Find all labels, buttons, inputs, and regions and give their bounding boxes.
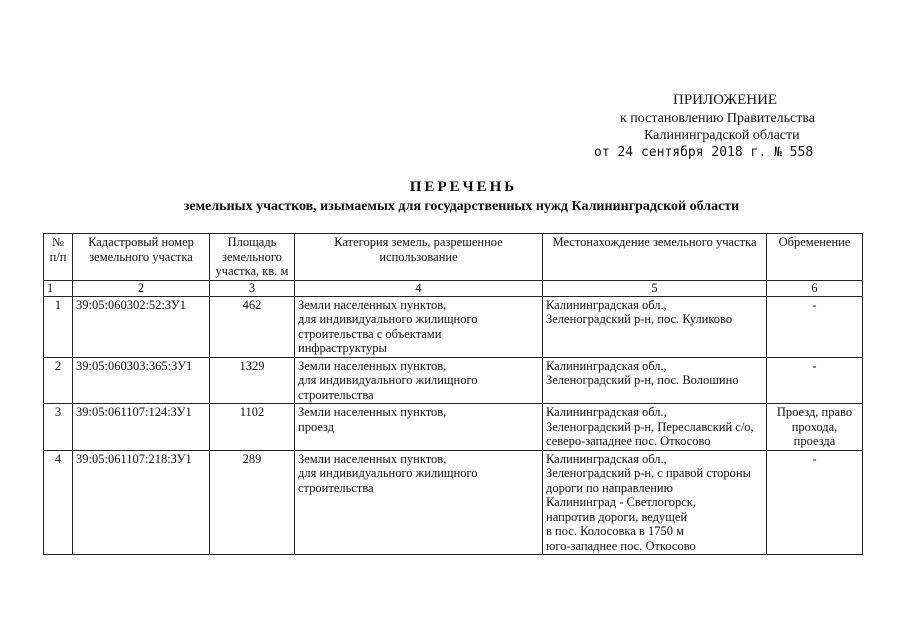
encumbrance: [767, 357, 863, 404]
land-plots-table: [43, 233, 863, 555]
plot-location-line: северо-западнее пос. Откосово: [546, 434, 711, 448]
table-row: [44, 296, 863, 357]
land-category-line: инфраструктуры: [298, 341, 387, 355]
table-row: [44, 450, 863, 555]
encumbrance-line: -: [812, 358, 817, 373]
table-header-row: [44, 234, 863, 281]
index-cell: 3: [210, 280, 295, 296]
row-number: 1: [44, 296, 73, 357]
plot-location: [543, 450, 767, 555]
plot-location-line: Калининградская обл.,: [546, 297, 667, 312]
plot-location: [543, 404, 767, 451]
index-cell: 4: [295, 280, 543, 296]
land-category: [295, 450, 543, 555]
plot-location-line: Зеленоградский р-н, пос. Куликово: [546, 312, 733, 326]
appendix-heading: ПРИЛОЖЕНИЕ: [673, 92, 778, 108]
land-category-line: для индивидуального жилищного: [298, 312, 478, 326]
header-category: Категория земель, разрешенное использование: [295, 234, 543, 281]
appendix-region-line: Калининградской области: [644, 128, 800, 143]
plot-location: [543, 357, 767, 404]
cadastral-number: 39:05:060302:52:ЗУ1: [73, 296, 210, 357]
index-cell: 5: [543, 280, 767, 296]
land-category-line: Земли населенных пунктов,: [298, 405, 447, 419]
plot-location-line: юго-западнее пос. Откосово: [546, 538, 696, 553]
plot-area: 289: [210, 450, 295, 555]
plot-location: [543, 296, 767, 357]
plot-location-line: Зеленоградский р-н, пос. Волошино: [546, 373, 739, 387]
index-cell: 2: [73, 280, 210, 296]
land-category: [295, 296, 543, 357]
plot-location-line: Калининградская обл.,: [546, 405, 667, 419]
cadastral-number: 39:05:061107:218:ЗУ1: [73, 450, 210, 555]
header-area: Площадь земельного участка, кв. м: [210, 234, 295, 281]
land-category-line: проезд: [298, 419, 335, 434]
appendix-header: [0, 0, 905, 170]
land-category-line: для индивидуального жилищного: [298, 373, 478, 387]
land-category-line: строительства: [298, 387, 374, 402]
land-category-line: Земли населенных пунктов,: [298, 297, 447, 312]
table-row: [44, 404, 863, 451]
cadastral-number: 39:05:061107:124:ЗУ1: [73, 404, 210, 451]
land-category-line: Земли населенных пунктов,: [298, 451, 447, 466]
encumbrance-line: -: [812, 451, 817, 466]
land-category: [295, 404, 543, 451]
appendix-resolution-line: к постановлению Правительства: [620, 111, 816, 126]
encumbrance-line: -: [812, 297, 817, 312]
row-number: 4: [44, 450, 73, 555]
plot-location-line: в пос. Колосовка в 1750 м: [546, 524, 684, 538]
row-number: 3: [44, 404, 73, 451]
plot-area: 1329: [210, 357, 295, 404]
land-category-line: строительства: [298, 480, 374, 495]
header-num: № п/п: [44, 234, 73, 281]
row-number: 2: [44, 357, 73, 404]
table-row: [44, 357, 863, 404]
index-cell: 1: [44, 280, 73, 296]
land-category-line: Земли населенных пунктов,: [298, 358, 447, 373]
land-category-line: для индивидуального жилищного: [298, 466, 478, 480]
document-subtitle: земельных участков, изымаемых для государственных нужд Калининградской области: [183, 199, 740, 214]
header-encumbrance: Обременение: [767, 234, 863, 281]
table-body: [44, 296, 863, 555]
plot-location-line: Зеленоградский р-н, с правой стороны: [546, 466, 752, 480]
encumbrance-line: Проезд, право: [776, 405, 853, 419]
encumbrance-line: прохода,: [791, 419, 838, 434]
plot-location-line: Калининградская обл.,: [546, 358, 667, 373]
index-cell: 6: [767, 280, 863, 296]
land-category: [295, 357, 543, 404]
plot-location-line: Калининградская обл.,: [546, 451, 667, 466]
plot-location-line: напротив дороги, ведущей: [546, 509, 688, 524]
encumbrance: [767, 296, 863, 357]
encumbrance: [767, 450, 863, 555]
plot-area: 462: [210, 296, 295, 357]
table-index-row: [44, 280, 863, 296]
cadastral-number: 39:05:060303:365:ЗУ1: [73, 357, 210, 404]
plot-location-line: дороги по направлению: [546, 480, 673, 495]
encumbrance: [767, 404, 863, 451]
plot-location-line: Калининград - Светлогорск,: [546, 495, 696, 509]
plot-area: 1102: [210, 404, 295, 451]
land-category-line: строительства с объектами: [298, 326, 442, 341]
header-location: Местонахождение земельного участка: [543, 234, 767, 281]
header-cadastral: Кадастровый номер земельного участка: [73, 234, 210, 281]
appendix-date-line: от 24 сентября 2018 г. № 558: [594, 145, 814, 160]
document-title: ПЕРЕЧЕНЬ: [409, 179, 518, 195]
encumbrance-line: проезда: [793, 434, 836, 448]
plot-location-line: Зеленоградский р-н, Переславский с/о,: [546, 419, 754, 434]
